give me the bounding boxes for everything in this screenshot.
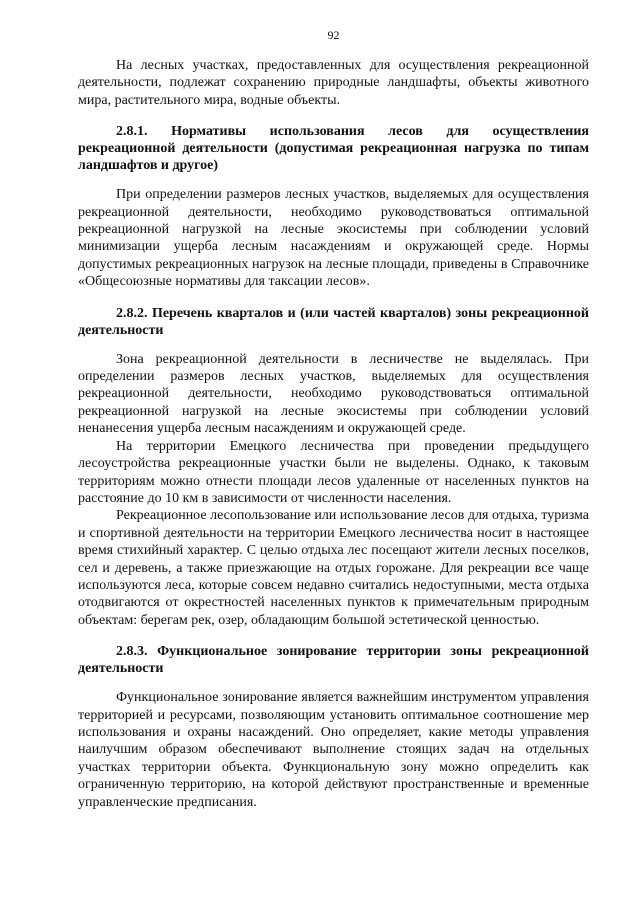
section-2-8-2-paragraph-1: Зона рекреационной деятельности в лесничестве не выделялась. При определении размеров лесных участков, выделяемых для осуществления рекреационной деятельности, необходимо руководствоваться оптимальной рекреационной нагрузкой на лесные экосистемы при соблюдении условий ненанесения ущерба лесным насаждениям и окружающей среде. [78,351,589,437]
section-2-8-1-paragraph-1: При определении размеров лесных участков, выделяемых для осуществления рекреационной деятельности, необходимо руководствоваться оптимальной рекреационной нагрузкой на лесные экосистемы при соблюдении условий минимизации ущерба лесным насаждениям и окружающей среде. Нормы допустимых рекреационных нагрузок на лесные площади, приведены в Справочнике «Общесоюзные нормативы для таксации лесов». [78,187,589,290]
section-2-8-3-paragraph-1: Функциональное зонирование является важнейшим инструментом управления территорией и ресурсами, позволяющим установить оптимальное соотношение мер использования и охраны насаждений. Оно определяет, какие методы управления наилучшим образом обеспечивают выполнение стоящих задач на отдельных участках территории объекта. Функциональную зону можно определить как ограниченную территорию, на которой действуют пространственные и временные управленческие предписания. [78,690,589,810]
section-2-8-1-heading: 2.8.1. Нормативы использования лесов для осуществления рекреационной деятельности (допустимая рекреационная нагрузка по типам ландшафтов и другое) [78,124,589,174]
intro-paragraph: На лесных участках, предоставленных для осуществления рекреационной деятельности, подлежат сохранению природные ландшафты, объекты животного мира, растительного мира, водные объекты. [78,58,589,108]
section-2-8-2-paragraph-3: Рекреационное лесопользование или использование лесов для отдыха, туризма и спортивной деятельности на территории Емецкого лесничества носит в настоящее время стихийный характер. С целью отдыха лес посещают жители лесных поселков, сел и деревень, а также приезжающие на отдых горожане. Для рекреации все чаще используются леса, которые совсем недавно считались недоступными, места отдыха отодвигаются от окрестностей населенных пунктов к примечательным природным объектам: берегам рек, озер, обладающим большой эстетической ценностью. [78,508,589,628]
section-2-8-2-paragraph-2: На территории Емецкого лесничества при проведении предыдущего лесоустройства рекреационные участки были не выделены. Однако, к таковым территориям можно отнести площади лесов удаленные от населенных пунктов на расстояние до 10 км в зависимости от численности населения. [78,438,589,506]
section-2-8-3-heading: 2.8.3. Функциональное зонирование территории зоны рекреационной деятельности [78,644,589,677]
section-2-8-2-heading: 2.8.2. Перечень кварталов и (или частей кварталов) зоны рекреационной деятельности [78,305,589,338]
page-number: 92 [327,28,340,42]
